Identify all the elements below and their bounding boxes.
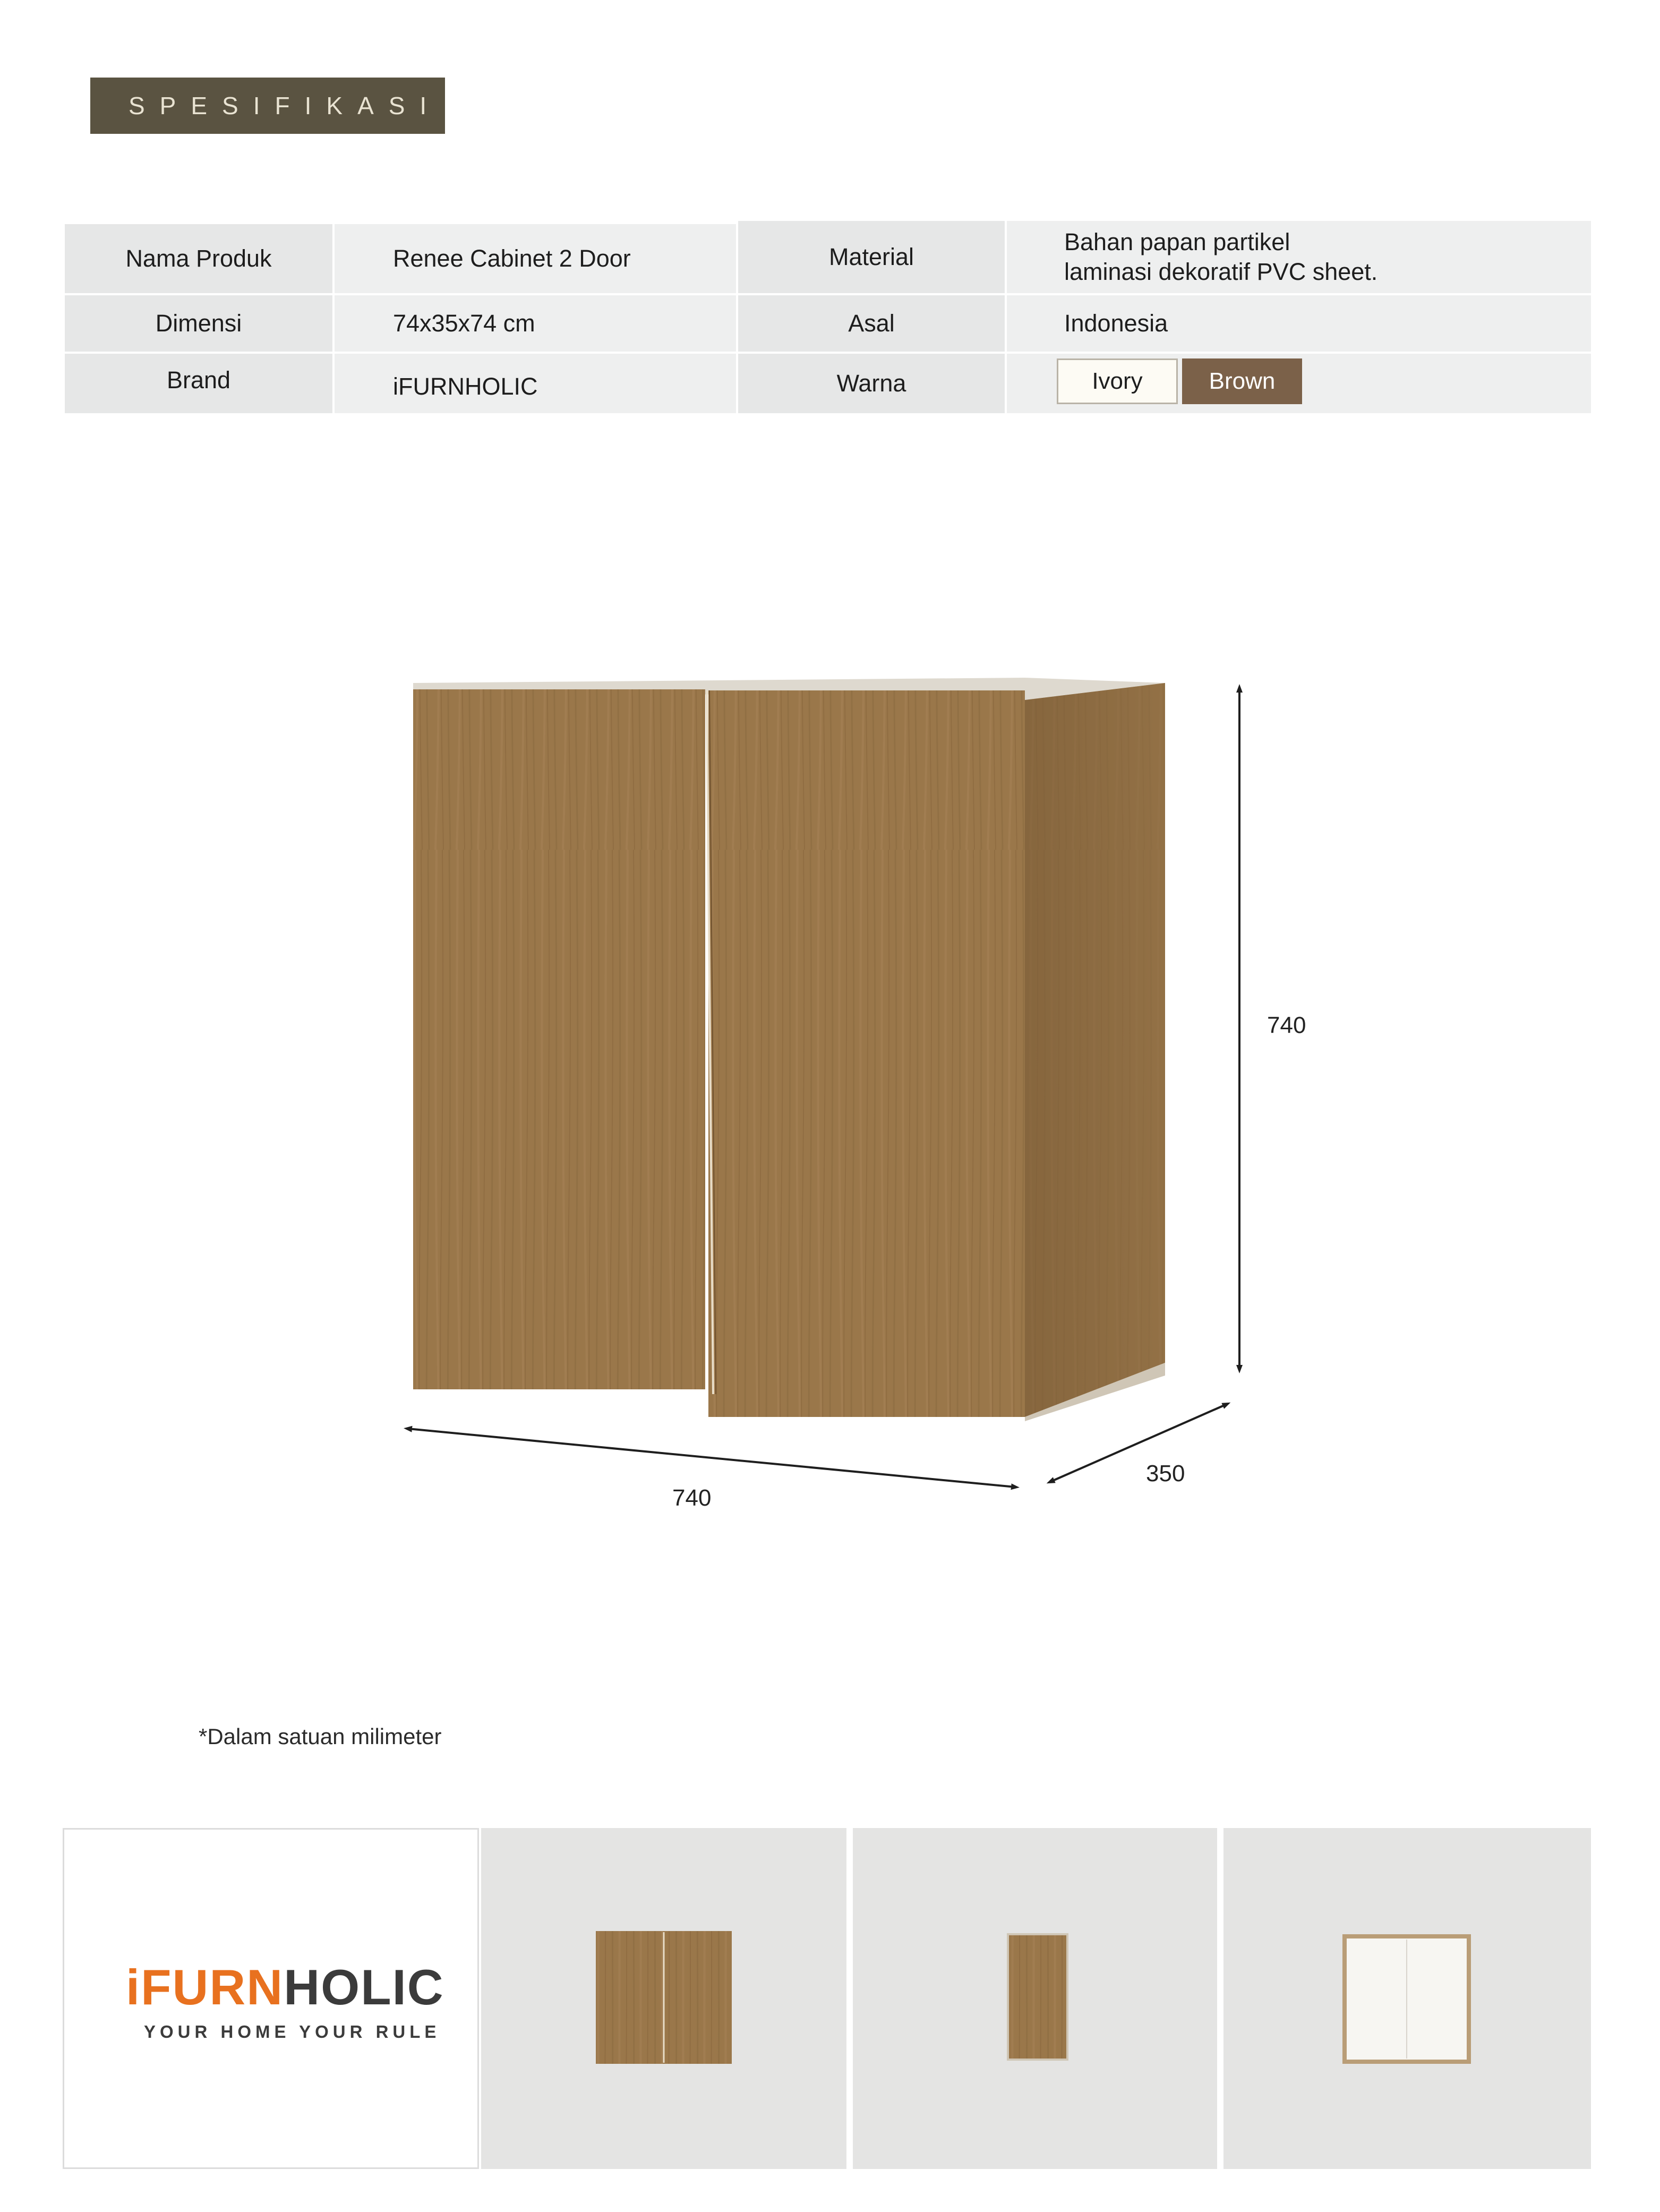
spec-label-text: Dimensi <box>155 310 242 337</box>
logo-holic: HOLIC <box>284 1959 444 2015</box>
swatch-label: Brown <box>1209 368 1276 394</box>
spec-value-text: Renee Cabinet 2 Door <box>393 245 631 272</box>
section-title: SPESIFIKASI <box>129 92 442 119</box>
brand-tagline: YOUR HOME YOUR RULE <box>144 2022 441 2042</box>
thumbnail-back[interactable] <box>1223 1828 1591 2169</box>
width-label: 740 <box>672 1485 712 1511</box>
unit-note: *Dalam satuan milimeter <box>199 1724 442 1749</box>
cabinet-front-thumbnail <box>481 1828 846 2169</box>
brand-logo-panel <box>63 1828 479 2169</box>
spec-value-text: 74x35x74 cm <box>393 310 535 337</box>
depth-label: 350 <box>1146 1461 1185 1487</box>
thumbnail-side[interactable] <box>853 1828 1217 2169</box>
material-line-2: laminasi dekoratif PVC sheet. <box>1064 258 1378 285</box>
spec-value-text: iFURNHOLIC <box>393 373 538 400</box>
spec-label-text: Brand <box>166 366 231 394</box>
depth-dimension-line <box>1050 1404 1227 1482</box>
spec-label-text: Nama Produk <box>125 245 272 272</box>
cabinet-back-thumbnail <box>1223 1828 1591 2169</box>
spec-label-text: Material <box>828 243 914 270</box>
logo-furn: FURN <box>141 1959 284 2015</box>
width-dimension-line <box>408 1429 1015 1487</box>
cabinet-side-thumbnail <box>853 1828 1217 2169</box>
spec-label-text: Warna <box>836 370 906 397</box>
thumbnail-front[interactable] <box>481 1828 846 2169</box>
logo-i: i <box>126 1959 141 2015</box>
spec-value-text: Indonesia <box>1064 310 1168 337</box>
spec-label-text: Asal <box>848 310 895 337</box>
brand-logo <box>126 1959 444 2015</box>
height-label: 740 <box>1267 1012 1306 1038</box>
material-line-1: Bahan papan partikel <box>1064 228 1290 255</box>
cabinet-door-left <box>413 689 705 1389</box>
swatch-label: Ivory <box>1092 368 1143 394</box>
cabinet-door-right <box>708 690 1025 1417</box>
